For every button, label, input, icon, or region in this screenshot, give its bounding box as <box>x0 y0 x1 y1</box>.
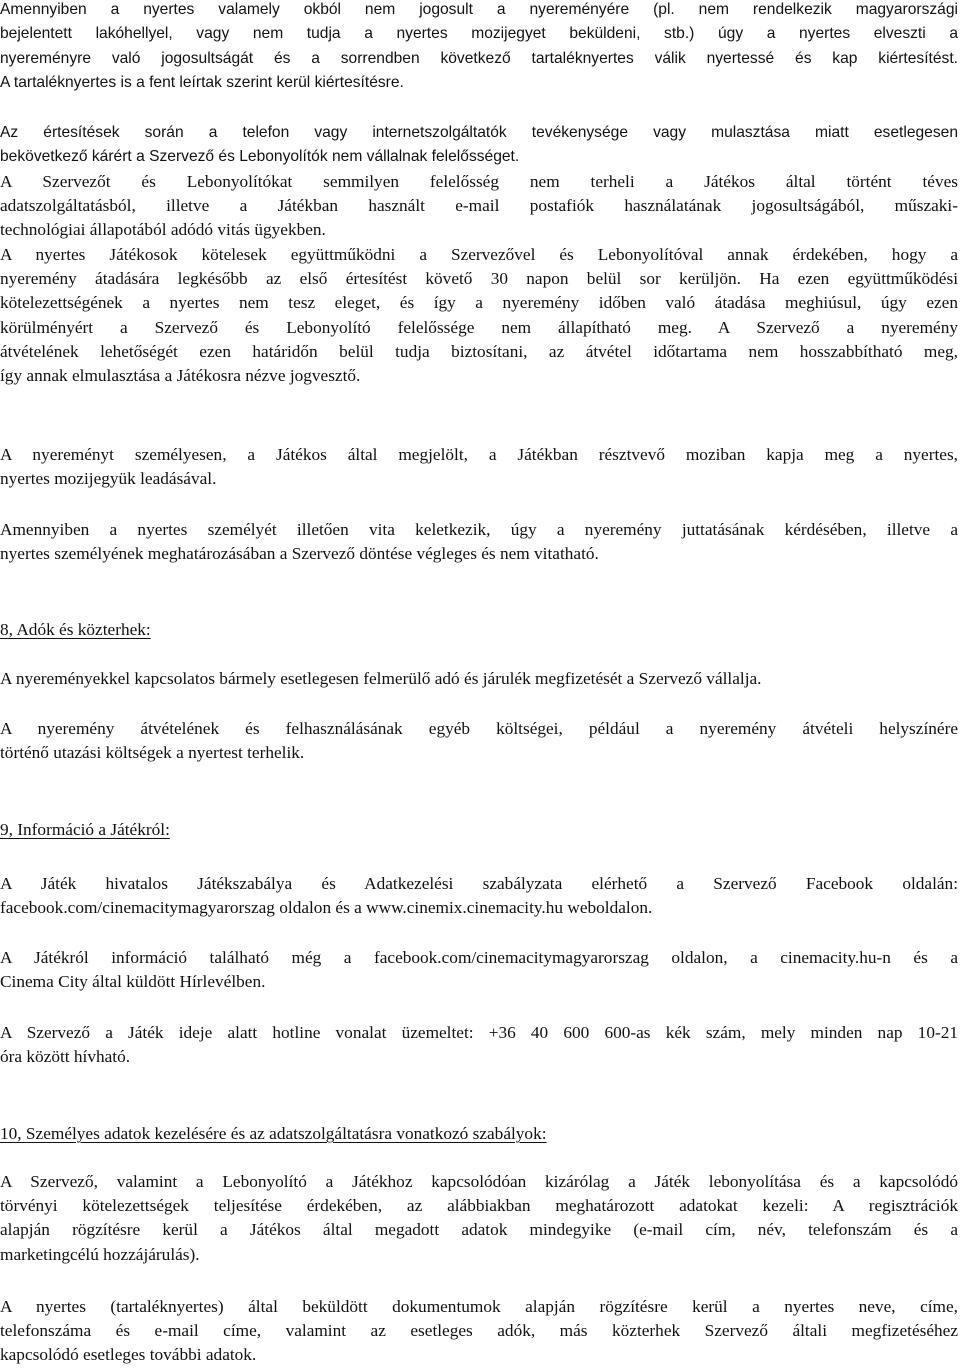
text-line: történő utazási költségek a nyertest terhelik. <box>0 743 305 763</box>
text-line: törvényi kötelezettségek teljesítése érdekében, az alábbiakban meghatározott adatokat kezeli: A regisztrációk <box>0 1196 958 1216</box>
section-heading-personal-data: 10, Személyes adatok kezelésére és az adatszolgáltatásra vonatkozó szabályok: <box>0 1124 547 1143</box>
text-line: A Játékról információ található még a facebook.com/cinemacitymagyarorszag oldalon, a cinemacity.hu-n és a <box>0 948 958 967</box>
text-line: óra között hívható. <box>0 1047 131 1067</box>
paragraph-notification-liability <box>0 121 958 170</box>
paragraph-prize-pickup <box>0 443 958 491</box>
text-line: A Szervező, valamint a Lebonyolító a Játékhoz kapcsolódóan kizárólag a Játék lebonyolítása és a kapcsolódó <box>0 1172 958 1191</box>
text-line: így annak elmulasztása a Játékosra nézve jogvesztő. <box>0 366 361 386</box>
text-line: Amennyiben a nyertes személyét illetően vita keletkezik, úgy a nyeremény juttatásának kérdésében, illetve a <box>0 520 958 539</box>
text-line: körülményért a Szervező és Lebonyolító felelőssége nem állapítható meg. A Szervező a nyeremény <box>0 317 958 337</box>
paragraph-rules-availability <box>0 872 958 920</box>
paragraph-cooperation <box>0 243 958 388</box>
text-line: A nyereményt személyesen, a Játékos által megjelölt, a Játékban résztvevő moziban kapja meg a nyertes, <box>0 445 958 464</box>
paragraph-hotline <box>0 1021 958 1069</box>
text-line: A tartaléknyertes is a fent leírtak szerint kerül kiértesítésre. <box>0 73 404 91</box>
text-line: nyertes mozijegyük leadásával. <box>0 469 217 489</box>
paragraph-tax-coverage <box>0 667 958 691</box>
paragraph-info-sources <box>0 946 958 994</box>
paragraph-data-processing <box>0 1170 958 1267</box>
text-line: technológiai állapotából adódó vitás ügyekben. <box>0 220 326 240</box>
paragraph-dispute <box>0 518 958 566</box>
text-line: adatszolgáltatásból, illetve a Játékban használt e-mail postafiók használatának jogosultságából, műszaki- <box>0 196 958 216</box>
text-line: marketingcélú hozzájárulás). <box>0 1244 200 1264</box>
text-line: kötelezettségének a nyertes nem tesz eleget, és így a nyeremény időben való átadása meghiúsul, úgy ezen <box>0 293 958 313</box>
text-line: bejelentett lakóhellyel, vagy nem tudja a nyertes mozijegyet beküldeni, stb.) úgy a nyertes elveszti a <box>0 25 958 43</box>
text-line: kapcsolódó esetleges további adatok. <box>0 1345 257 1365</box>
text-line: nyeremény átadására legkésőbb az első értesítést követő 30 napon belül sor kerüljön. Ha ezen együttműködési <box>0 269 958 289</box>
text-line: Az értesítések során a telefon vagy internetszolgáltatók tevékenysége vagy mulasztása miatt esetlegesen <box>0 124 958 141</box>
text-line: bekövetkező kárért a Szervező és Lebonyolítók nem vállalnak felelősséget. <box>0 148 520 166</box>
text-line: nyereményre való jogosultságát és a sorrendben következő tartaléknyertes válik nyertessé és kap kiértesítést. <box>0 49 958 67</box>
text-line: nyertes személyének meghatározásában a Szervező döntése végleges és nem vitatható. <box>0 544 599 564</box>
section-heading-game-info: 9, Információ a Játékról: <box>0 820 170 839</box>
text-line: Amennyiben a nyertes valamely okból nem jogosult a nyereményére (pl. nem rendelkezik magyarországi <box>0 1 958 18</box>
text-line: facebook.com/cinemacitymagyarorszag oldalon és a www.cinemix.cinemacity.hu weboldalon. <box>0 898 653 918</box>
text-line: átvételének lehetőségét ezen határidőn belül tudja biztosítani, az átvétel időtartama nem hosszabbítható meg, <box>0 341 958 361</box>
text-line: A nyereményekkel kapcsolatos bármely esetlegesen felmerülő adó és járulék megfizetését a Szervező vállalja. <box>0 669 762 688</box>
text-line: A nyeremény átvételének és felhasználásának egyéb költségei, például a nyeremény átvételi helyszínére <box>0 719 958 738</box>
text-line: A Szervező a Játék ideje alatt hotline vonalat üzemeltet: +36 40 600 600-as kék szám, mely minden nap 10-21 <box>0 1023 958 1042</box>
paragraph-winner-eligibility <box>0 0 958 95</box>
paragraph-data-liability <box>0 170 958 243</box>
text-line: A Játék hivatalos Játékszabálya és Adatkezelési szabályzata elérhető a Szervező Facebook oldalán: <box>0 874 958 893</box>
paragraph-other-costs <box>0 717 958 765</box>
text-line: A nyertes (tartaléknyertes) által beküldött dokumentumok alapján rögzítésre kerül a nyertes neve, címe, <box>0 1297 958 1316</box>
text-line: A nyertes Játékosok kötelesek együttműködni a Szervezővel és Lebonyolítóval annak érdekében, hogy a <box>0 245 958 264</box>
text-line: telefonszáma és e-mail címe, valamint az esetleges adók, más közterhek Szervező általi megfizetéséhez <box>0 1321 958 1341</box>
text-line: alapján rögzítésre kerül a Játékos által megadott adatok mindegyike (e-mail cím, név, telefonszám és a <box>0 1220 958 1240</box>
paragraph-winner-documents <box>0 1295 958 1368</box>
text-line: A Szervezőt és Lebonyolítókat semmilyen felelősség nem terheli a Játékos által történt téves <box>0 172 958 191</box>
section-heading-taxes: 8, Adók és közterhek: <box>0 620 151 639</box>
text-line: Cinema City által küldött Hírlevélben. <box>0 972 266 992</box>
